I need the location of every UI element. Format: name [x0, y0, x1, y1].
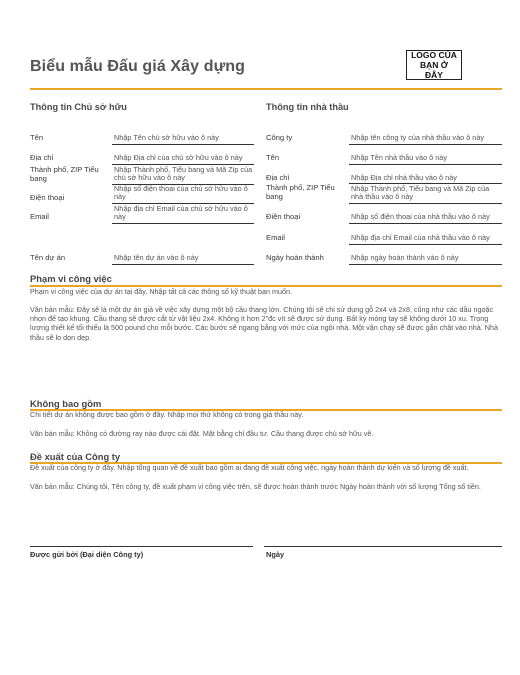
- owner-address-label: Địa chỉ: [30, 153, 54, 162]
- form-title: Biểu mẫu Đấu giá Xây dựng: [30, 58, 246, 75]
- contractor-company-field[interactable]: Nhập tên công ty của nhà thầu vào ô này: [351, 133, 485, 142]
- exclusions-intro: Chi tiết dự án không được bao gồm ở đây. Nhập mọi thứ không có trong giá thầu này.: [30, 410, 304, 419]
- contractor-email-label: Email: [266, 233, 285, 242]
- completion-date-underline: [349, 264, 502, 265]
- contractor-phone-underline: [349, 223, 502, 224]
- scope-heading: Phạm vi công việc: [30, 273, 112, 284]
- exclusions-sample-text: Văn bản mẫu: Không có đường ray nào được cài đặt. Mặt bằng chỉ đầu tư. Cầu thang được chủ sở hữu vẽ.: [30, 429, 374, 438]
- proposal-sample-text: Văn bản mẫu: Chúng tôi, Tên công ty, đề xuất phạm vi công việc trên, sẽ được hoàn thành trước Ngày hoàn thành với số lượng Tổng số tiền.: [30, 482, 481, 491]
- exclusions-heading: Không bao gồm: [30, 398, 102, 409]
- contractor-company-underline: [349, 144, 502, 145]
- owner-name-field[interactable]: Nhập Tên chủ sở hữu vào ô này: [114, 133, 219, 142]
- owner-city-label: Thành phố, ZIP Tiểu bang: [30, 165, 99, 183]
- owner-name-label: Tên: [30, 133, 44, 142]
- contractor-company-label: Công ty: [266, 133, 293, 142]
- date-label: Ngày: [266, 550, 285, 559]
- contractor-name-field[interactable]: Nhập Tên nhà thầu vào ô này: [351, 153, 448, 162]
- owner-email-underline: [112, 223, 254, 224]
- proposal-heading: Đề xuất của Công ty: [30, 451, 121, 462]
- owner-phone-field[interactable]: Nhập số điện thoại của chủ sở hữu vào ô này: [114, 184, 248, 202]
- scope-sample-text: Văn bản mẫu: Đây sẽ là một dự án giả về việc xây dựng một bộ cầu thang lớn. Chúng tôi sẽ chỉ sử dụng gỗ 2x4 và 2x8, cũng như các dầu ngoặc nhọn để tạo khung. Cầu thang sẽ được cắt từ vật liệu 2x4. Không ít hơn 2"đc vít sẽ được sử dụng. Bất kỳ móng tay sẽ không dưới 10 xu. Trọng lượng thiết kế tối thiểu là 500 pound cho mỗi bước. Các bước sẽ ngang bằng với mức của ngôi nhà. Một vận chạy sẽ được gắn chặt vào nhà. Nhà thầu sẽ lo dọn dẹp.: [30, 305, 498, 342]
- contractor-section-heading: Thông tin nhà thầu: [266, 102, 349, 112]
- submitted-by-signature-line[interactable]: [30, 546, 253, 547]
- owner-city-field[interactable]: Nhập Thành phố, Tiểu bang và Mã Zip của chủ sở hữu vào ô này: [114, 165, 253, 183]
- scope-intro: Phạm vi công việc của dự án tại đây. Nhập tất cả các thông số kỹ thuật bạn muốn.: [30, 287, 292, 296]
- owner-email-field[interactable]: Nhập địa chỉ Email của chủ sở hữu vào ô này: [114, 204, 248, 222]
- completion-date-label: Ngày hoàn thành: [266, 253, 324, 262]
- contractor-name-label: Tên: [266, 153, 280, 162]
- contractor-email-underline: [349, 244, 502, 245]
- owner-section-heading: Thông tin Chủ sở hữu: [30, 102, 127, 112]
- proposal-intro: Đề xuất của công ty ở đây. Nhập tổng quan về đề xuất bao gồm ai đang đề xuất công việc, ngày hoàn thành dự kiến và số lượng đề xuất.: [30, 463, 469, 472]
- logo-placeholder: [406, 50, 462, 80]
- contractor-address-field[interactable]: Nhập Địa chỉ nhà thầu vào ô này: [351, 173, 457, 182]
- contractor-name-underline: [349, 164, 502, 165]
- project-name-underline: [112, 264, 254, 265]
- submitted-by-label: Được gửi bởi (Đại diện Công ty): [30, 550, 144, 559]
- logo-text: LOGO CỦA BẠN Ở ĐÂY: [411, 50, 457, 80]
- contractor-city-field[interactable]: Nhập Thành phố, Tiểu bang và Mã Zip của nhà thầu vào ô này: [351, 184, 490, 202]
- project-name-field[interactable]: Nhập tên dự án vào ô này: [114, 253, 199, 262]
- contractor-phone-label: Điện thoại: [266, 212, 301, 221]
- contractor-city-label: Thành phố, ZIP Tiểu bang: [266, 183, 335, 201]
- contractor-email-field[interactable]: Nhập địa chỉ Email của nhà thầu vào ô này: [351, 233, 490, 242]
- owner-address-field[interactable]: Nhập Địa chỉ của chủ sở hữu vào ô này: [114, 153, 243, 162]
- contractor-city-underline: [349, 203, 502, 204]
- completion-date-field[interactable]: Nhập ngày hoàn thành vào ô này: [351, 253, 459, 262]
- owner-email-label: Email: [30, 212, 49, 221]
- header-divider: [30, 88, 502, 90]
- contractor-address-label: Địa chỉ: [266, 173, 290, 182]
- date-signature-line[interactable]: [264, 546, 502, 547]
- owner-phone-label: Điện thoại: [30, 193, 65, 202]
- owner-name-underline: [112, 144, 254, 145]
- contractor-phone-field[interactable]: Nhập số điện thoại của nhà thầu vào ô này: [351, 212, 490, 221]
- project-name-label: Tên dự án: [30, 253, 66, 262]
